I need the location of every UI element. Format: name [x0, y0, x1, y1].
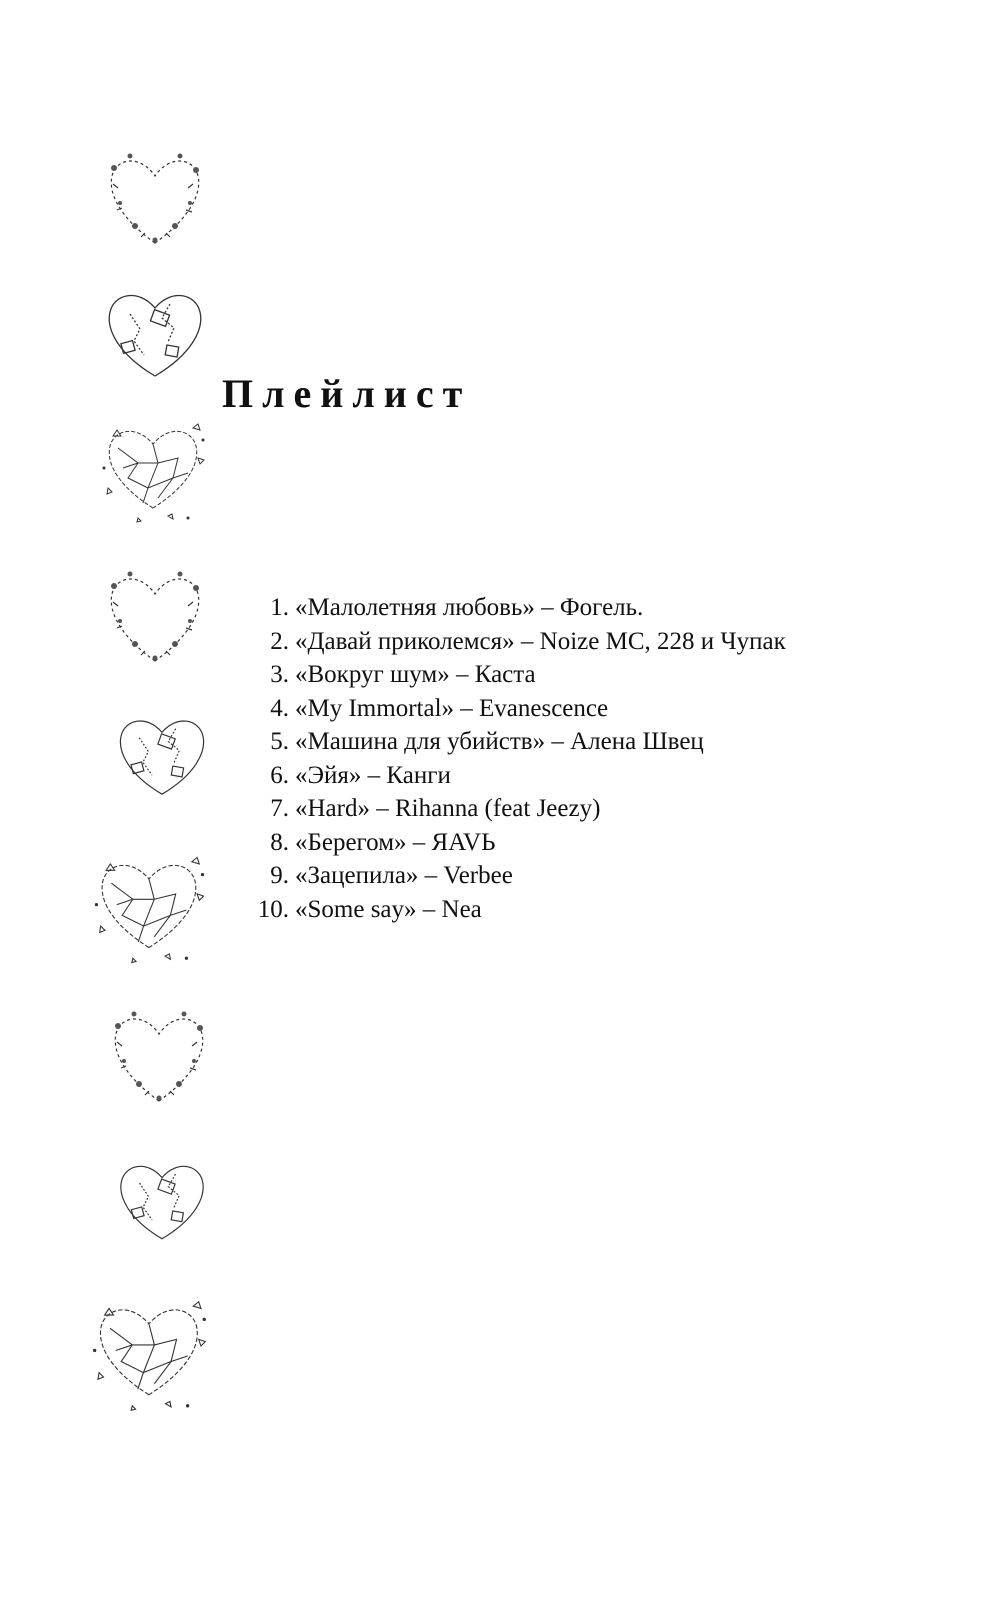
shattered-heart-icon — [98, 418, 210, 528]
list-item — [255, 725, 786, 759]
floral-heart-icon — [104, 1006, 214, 1106]
list-item — [255, 859, 786, 893]
track-number: 5. — [270, 728, 289, 755]
track-number: 6. — [270, 761, 289, 789]
patched-heart-icon — [112, 710, 212, 802]
track-number: 9. — [270, 862, 289, 889]
list-item — [255, 826, 786, 860]
track-title: «Some say» – Nea — [295, 895, 482, 923]
track-title: «My Immortal» – Evanescence — [295, 694, 609, 722]
track-title: «Давай приколемся» – Noize MC, 228 и Чупак — [295, 627, 786, 655]
track-title: «Эйя» – Канги — [295, 761, 451, 789]
patched-heart-icon — [112, 1156, 212, 1246]
track-number: 1. — [270, 594, 289, 621]
patched-heart-icon — [100, 284, 210, 384]
track-number: 10. — [257, 895, 289, 923]
track-title: «Зацепила» – Verbee — [295, 862, 513, 889]
list-item — [255, 759, 786, 793]
track-title: «Hard» – Rihanna (feat Jeezy) — [295, 795, 601, 822]
page-title: Плейлист — [222, 371, 472, 416]
shattered-heart-icon — [90, 850, 210, 970]
list-item — [255, 692, 786, 726]
track-title: «Берегом» – ЯAVЬ — [295, 828, 496, 856]
floral-heart-icon — [100, 148, 210, 248]
playlist — [255, 591, 786, 926]
list-item — [255, 625, 786, 659]
track-number: 3. — [270, 661, 289, 688]
list-item — [255, 792, 786, 826]
track-number: 4. — [270, 694, 289, 722]
track-number: 2. — [270, 627, 289, 655]
track-title: «Вокруг шум» – Каста — [295, 661, 536, 688]
list-item — [255, 893, 786, 927]
list-item — [255, 591, 786, 625]
list-item — [255, 658, 786, 692]
track-number: 8. — [270, 828, 289, 856]
floral-heart-icon — [100, 566, 210, 666]
track-number: 7. — [270, 795, 289, 822]
shattered-heart-icon — [88, 1294, 212, 1418]
track-title: «Машина для убийств» – Алена Швец — [295, 728, 704, 755]
track-title: «Малолетняя любовь» – Фогель. — [295, 594, 644, 621]
